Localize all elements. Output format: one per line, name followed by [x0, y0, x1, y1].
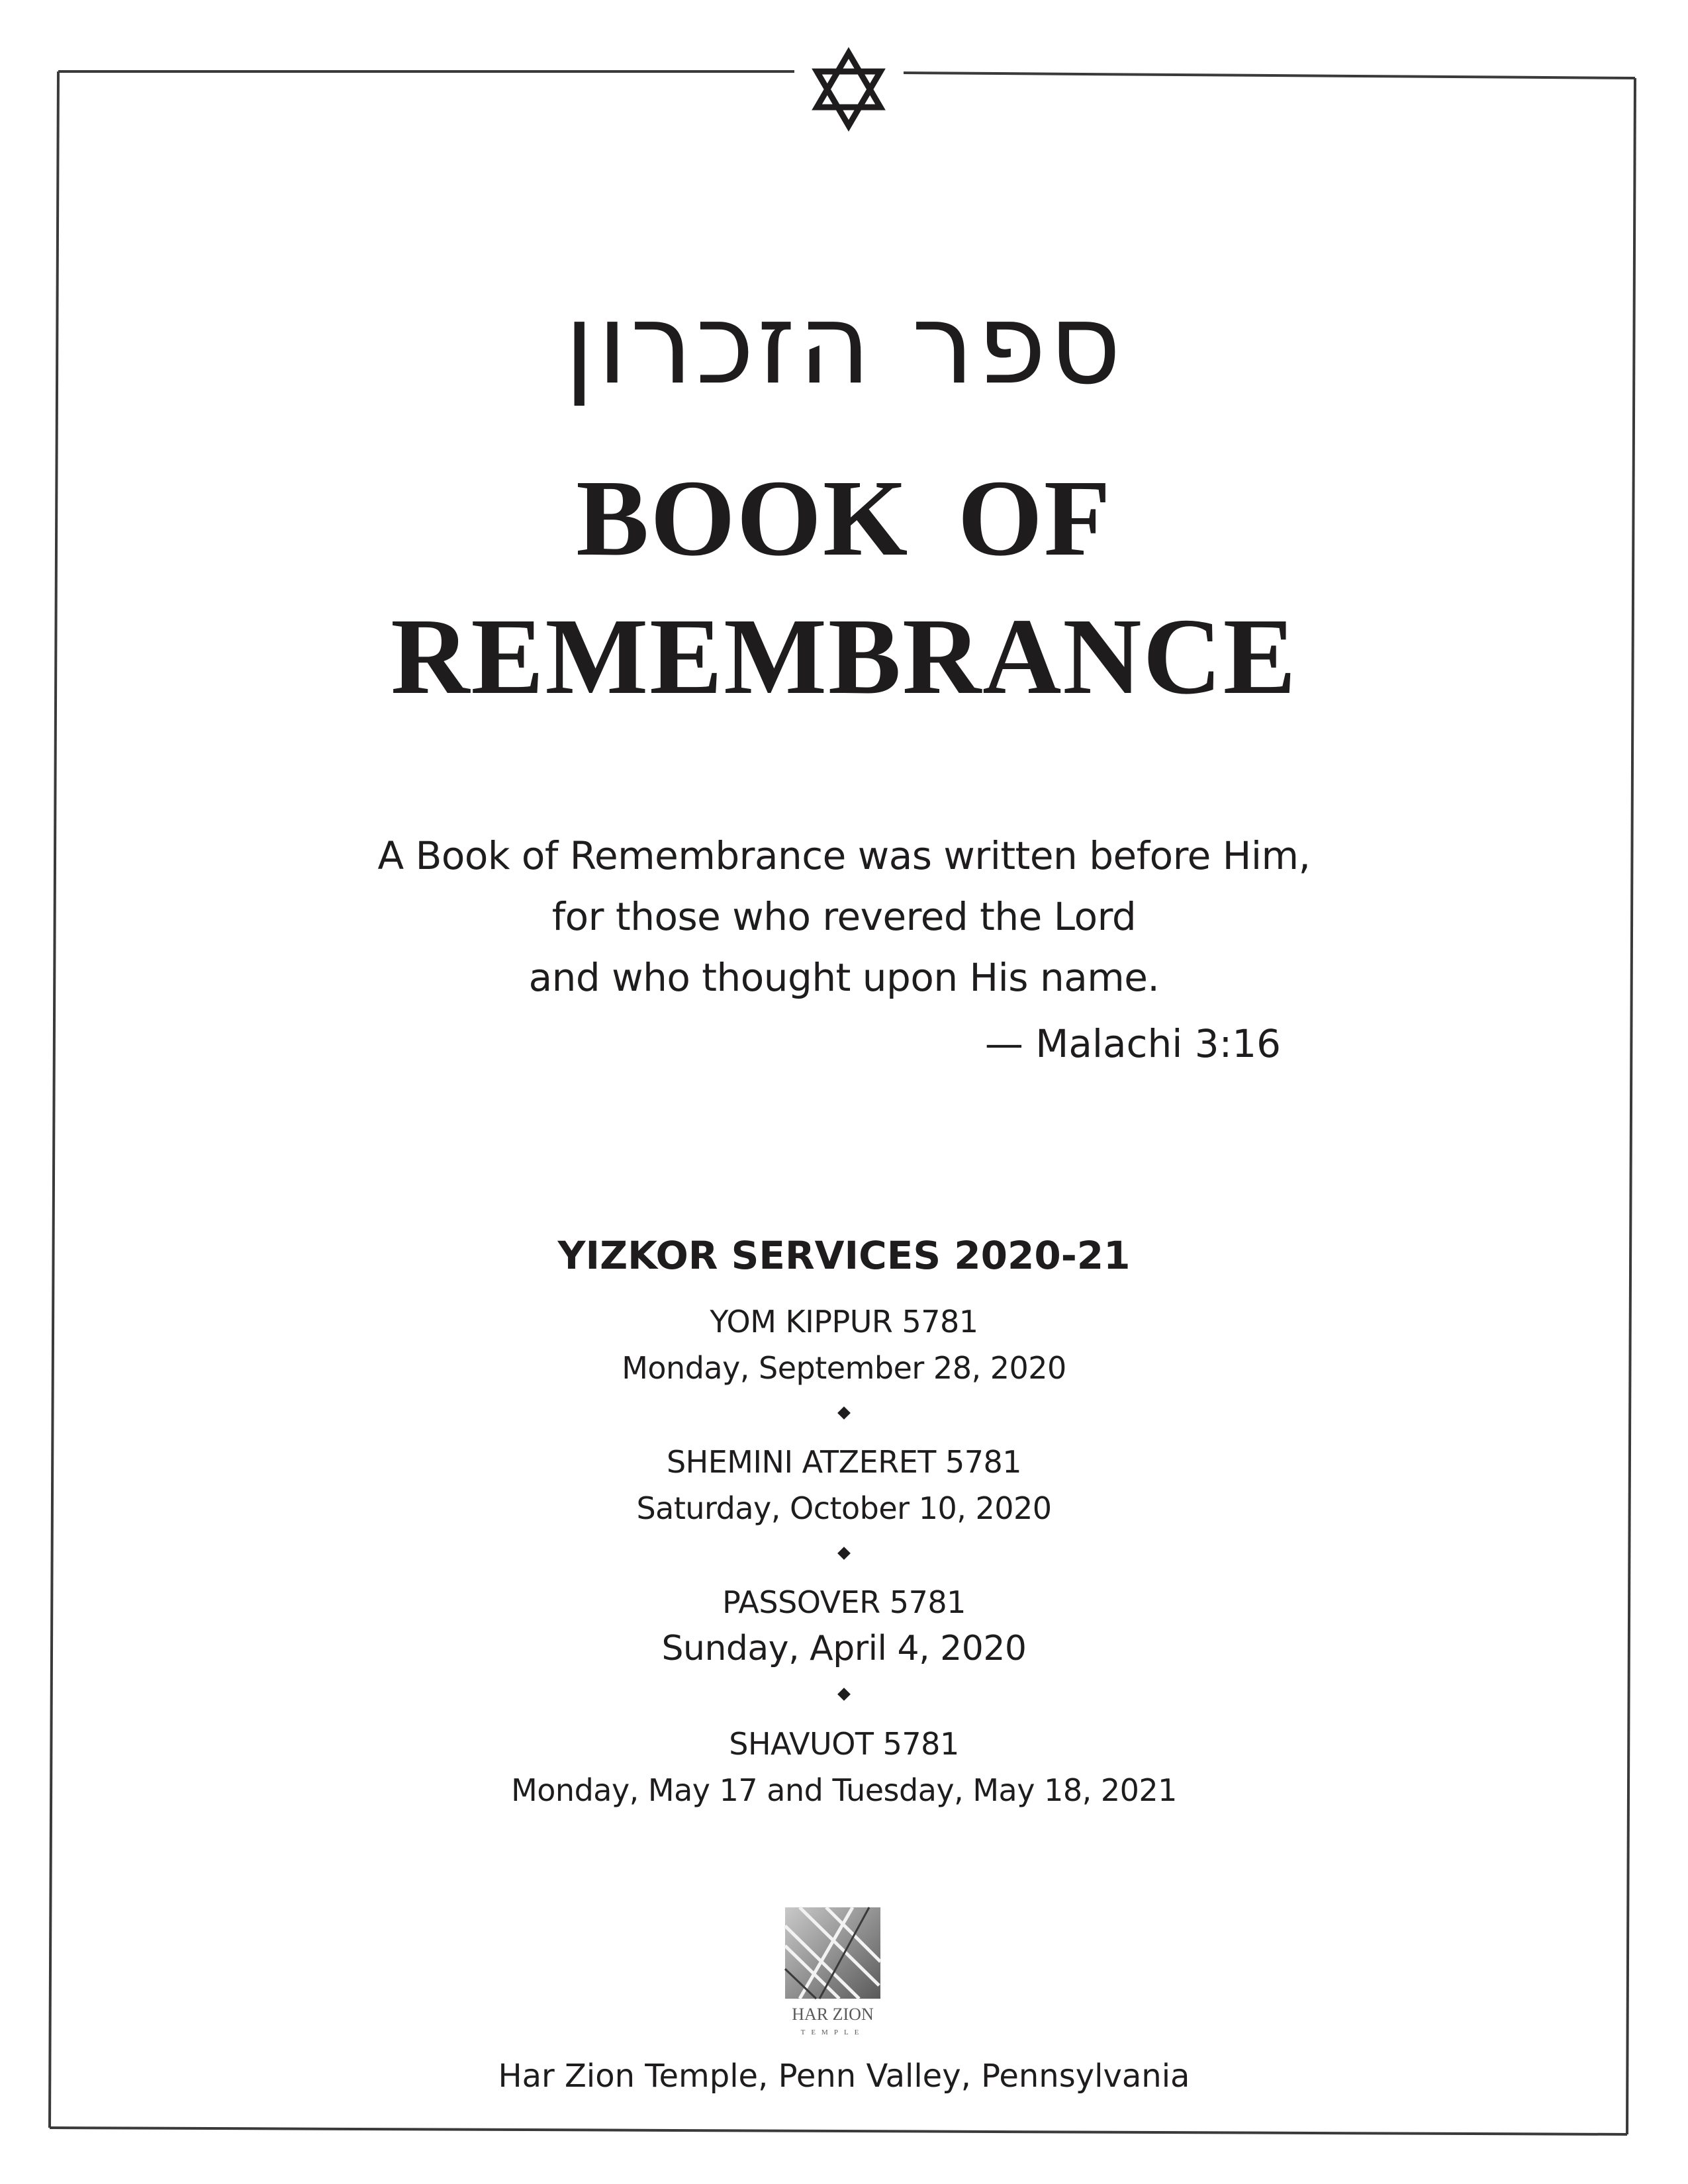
frame-bottom-line — [50, 2128, 1627, 2134]
service-date-passover: Sunday, April 4, 2020 — [661, 1629, 1027, 1668]
title-line-1: BOOK OF — [576, 457, 1112, 578]
service-name-shemini-atzeret: SHEMINI ATZERET 5781 — [666, 1444, 1022, 1480]
logo-sub: TEMPLE — [800, 2028, 865, 2036]
service-name-shavuot: SHAVUOT 5781 — [729, 1726, 959, 1762]
frame-top-right-line — [904, 73, 1635, 78]
footer-location: Har Zion Temple, Penn Valley, Pennsylvania — [498, 2058, 1190, 2095]
quote-line-1: A Book of Remembrance was written before Him, — [377, 833, 1311, 878]
services-heading: YIZKOR SERVICES 2020-21 — [557, 1233, 1131, 1278]
service-name-passover: PASSOVER 5781 — [722, 1584, 966, 1620]
quote-line-2: for those who revered the Lord — [551, 894, 1137, 939]
service-date-yom-kippur: Monday, September 28, 2020 — [622, 1350, 1066, 1386]
logo-name: HAR ZION — [792, 2005, 874, 2024]
service-name-yom-kippur: YOM KIPPUR 5781 — [710, 1304, 978, 1340]
title-line-2: REMEMBRANCE — [391, 596, 1297, 717]
service-date-shemini-atzeret: Saturday, October 10, 2020 — [636, 1490, 1052, 1526]
har-zion-temple-logo — [780, 1906, 886, 2038]
service-date-shavuot: Monday, May 17 and Tuesday, May 18, 2021 — [511, 1772, 1177, 1808]
star-of-david-icon — [817, 53, 880, 126]
quote-line-3: and who thought upon His name. — [528, 955, 1160, 1000]
hebrew-title: ספר הזכרון — [564, 279, 1124, 409]
quote-attribution: — Malachi 3:16 — [984, 1021, 1281, 1066]
